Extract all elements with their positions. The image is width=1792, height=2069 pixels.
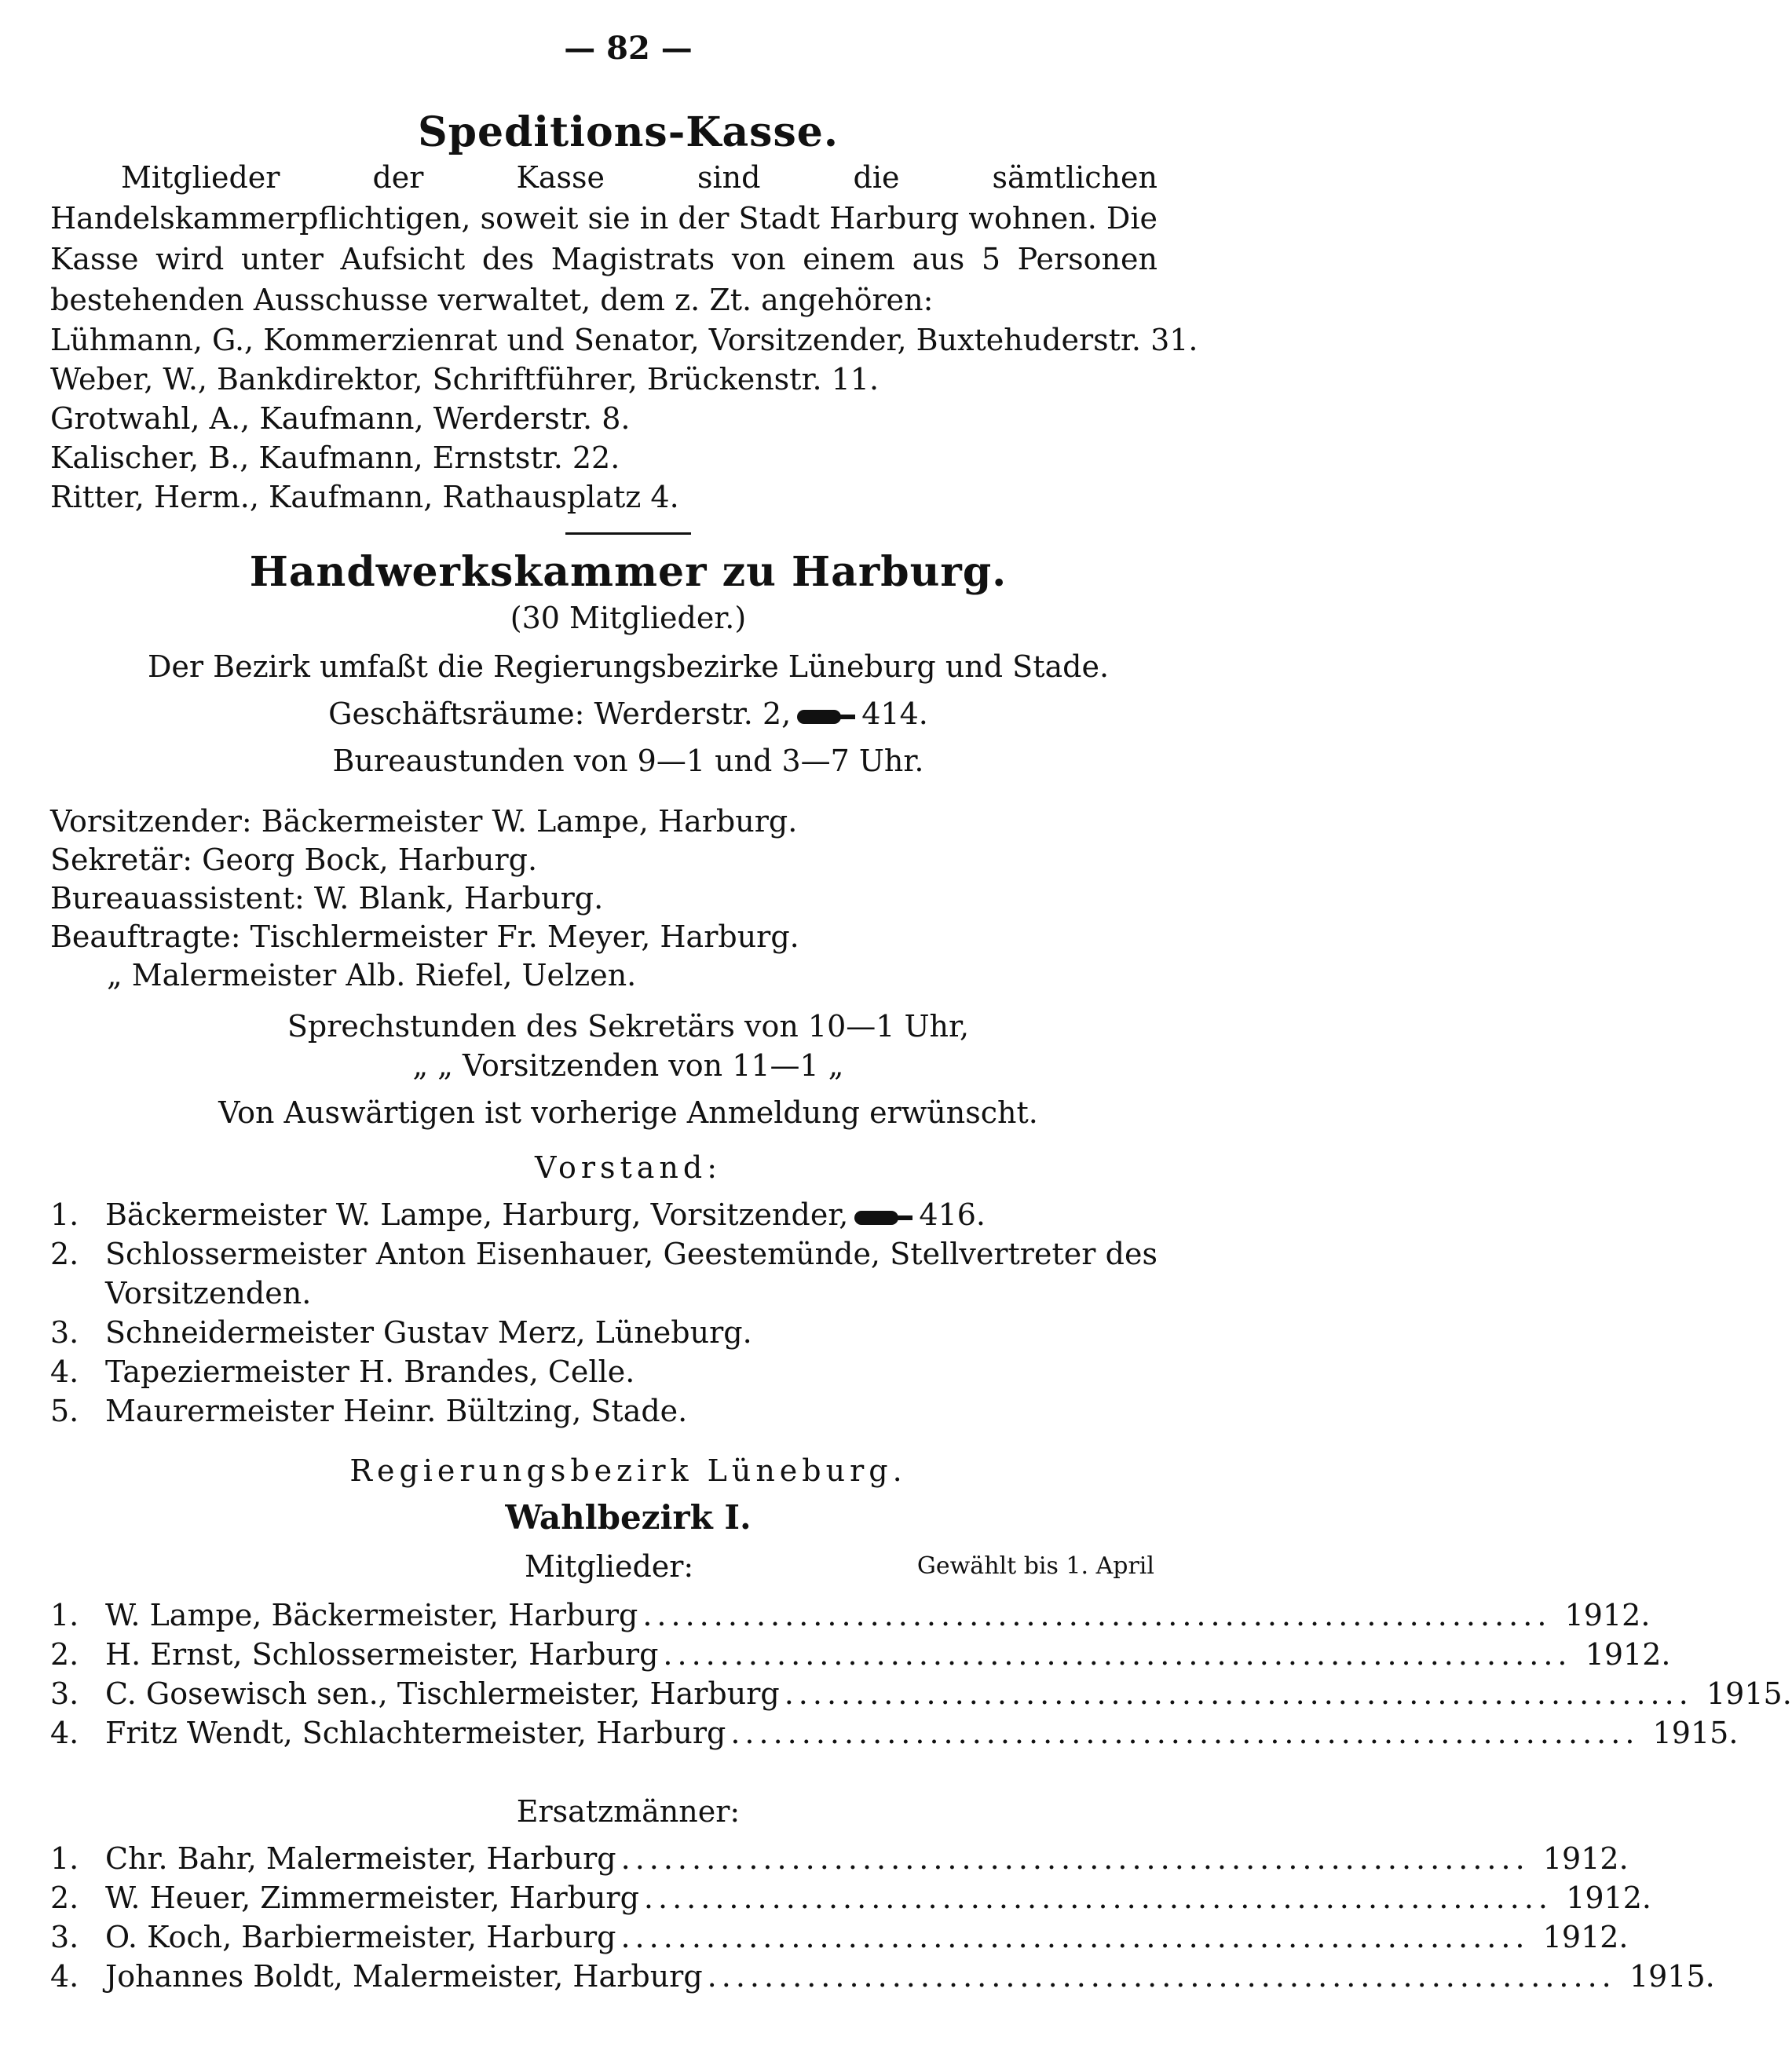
region-heading: Regierungsbezirk Lüneburg. bbox=[349, 1453, 907, 1488]
list-item: Sekretär: Georg Bock, Harburg. bbox=[50, 843, 538, 877]
list-item: Bureauassistent: W. Blank, Harburg. bbox=[50, 881, 604, 916]
list-item: Ritter, Herm., Kaufmann, Rathausplatz 4. bbox=[50, 480, 679, 514]
list-item: 4. Tapeziermeister H. Brandes, Celle. bbox=[50, 1354, 635, 1389]
district-text: Der Bezirk umfaßt die Regierungsbezirke Lüneburg und Stade. bbox=[147, 649, 1110, 684]
staff-list bbox=[50, 802, 799, 995]
table-row: 1. Chr. Bahr, Malermeister, Harburg ................................................................ 1912. bbox=[50, 1841, 1629, 1876]
consult-note: Von Auswärtigen ist vorherige Anmeldung erwünscht. bbox=[218, 1095, 1038, 1130]
list-item: Kalischer, B., Kaufmann, Ernststr. 22. bbox=[50, 440, 620, 475]
district-heading: Wahlbezirk I. bbox=[505, 1498, 752, 1537]
office-line: Geschäftsräume: Werderstr. 2, 414. bbox=[328, 696, 928, 731]
telephone-icon bbox=[854, 1209, 912, 1226]
spedition-paragraph: Mitglieder der Kasse sind die sämtlichen Handelskammerpflichtigen, soweit sie in der Stadt Harburg wohnen. Die Kasse wird unter Aufsicht des Magistrats von einem aus 5 Personen bestehenden Ausschusse verwaltet, dem z. Zt. angehören: bbox=[50, 160, 1158, 317]
list-item: Vorsitzender: Bäckermeister W. Lampe, Harburg. bbox=[50, 804, 798, 839]
list-item: Beauftragte: Tischlermeister Fr. Meyer, Harburg. bbox=[50, 919, 799, 954]
elected-heading: Gewählt bis 1. April bbox=[916, 1552, 1154, 1580]
table-row: 4. Fritz Wendt, Schlachtermeister, Harburg ................................................................ 1915. bbox=[50, 1716, 1739, 1750]
board-heading: Vorstand: bbox=[534, 1150, 722, 1185]
list-item: 5. Maurermeister Heinr. Bültzing, Stade. bbox=[50, 1394, 688, 1428]
list-item: 3. Schneidermeister Gustav Merz, Lüneburg. bbox=[50, 1315, 752, 1350]
section-title-spedition: Speditions-Kasse. bbox=[418, 108, 839, 156]
members-table bbox=[50, 1596, 1792, 1753]
list-item: Lühmann, G., Kommerzienrat und Senator, Vorsitzender, Buxtehuderstr. 31. bbox=[50, 323, 1198, 357]
list-item: Weber, W., Bankdirektor, Schriftführer, Brückenstr. 11. bbox=[50, 362, 880, 397]
table-row: 2. W. Heuer, Zimmermeister, Harburg ................................................................ 1912. bbox=[50, 1881, 1651, 1915]
table-row: 2. H. Ernst, Schlossermeister, Harburg ................................................................ 1912. bbox=[50, 1637, 1671, 1672]
list-item: „ Malermeister Alb. Riefel, Uelzen. bbox=[107, 958, 637, 992]
page-number: — 82 — bbox=[564, 30, 693, 67]
substitutes-heading: Ersatzmänner: bbox=[516, 1794, 741, 1829]
table-row: 1. W. Lampe, Bäckermeister, Harburg ................................................................ 1912. bbox=[50, 1598, 1651, 1632]
section-title-handwerk: Handwerkskammer zu Harburg. bbox=[249, 548, 1008, 596]
table-row: 3. C. Gosewisch sen., Tischlermeister, Harburg ................................................................ 1915. bbox=[50, 1676, 1792, 1711]
section-divider bbox=[565, 532, 691, 535]
handwerk-subtitle: (30 Mitglieder.) bbox=[510, 601, 747, 635]
list-item: 1. Bäckermeister W. Lampe, Harburg, Vorsitzender, 416. bbox=[50, 1197, 986, 1232]
telephone-icon bbox=[797, 708, 855, 726]
office-hours: Bureaustunden von 9—1 und 3—7 Uhr. bbox=[332, 744, 924, 778]
list-item: 2. Schlossermeister Anton Eisenhauer, Geestemünde, Stellvertreter des Vorsitzenden. bbox=[50, 1237, 1157, 1310]
spedition-members bbox=[50, 320, 1198, 517]
substitutes-table bbox=[50, 1839, 1715, 1996]
board-list bbox=[50, 1195, 1157, 1431]
consult-hours-chair: „ „ Vorsitzenden von 11—1 „ bbox=[412, 1048, 844, 1083]
table-row: 3. O. Koch, Barbiermeister, Harburg ................................................................ 1912. bbox=[50, 1920, 1629, 1954]
list-item: Grotwahl, A., Kaufmann, Werderstr. 8. bbox=[50, 401, 631, 436]
members-heading: Mitglieder: bbox=[525, 1549, 694, 1584]
consult-hours-secretary: Sprechstunden des Sekretärs von 10—1 Uhr, bbox=[287, 1009, 970, 1044]
table-row: 4. Johannes Boldt, Malermeister, Harburg ................................................................ 1915. bbox=[50, 1959, 1715, 1994]
